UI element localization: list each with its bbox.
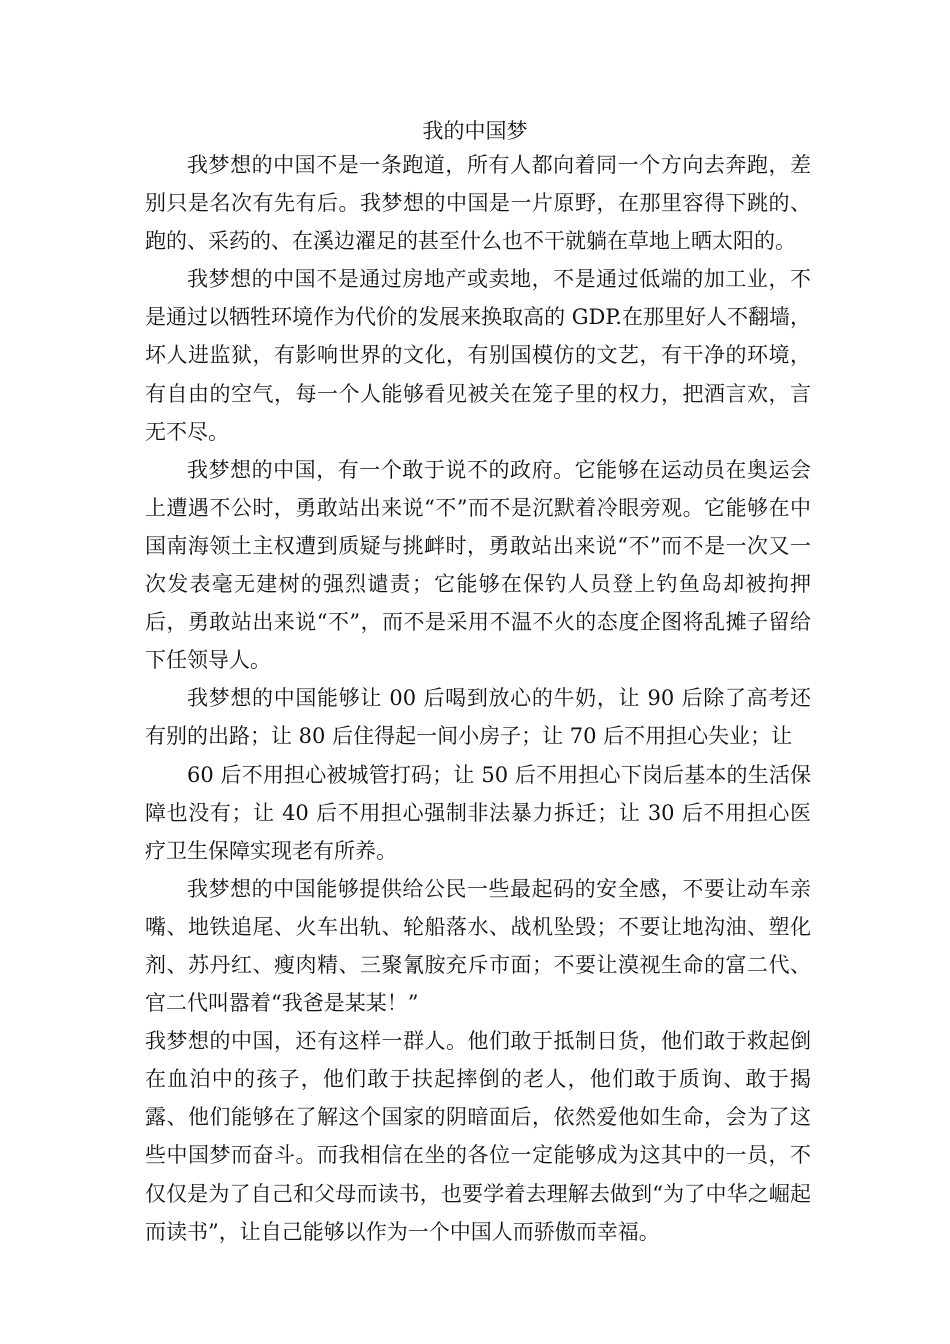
paragraph-5: 60 后不用担心被城管打码；让 50 后不用担心下岗后基本的生活保障也没有；让 40 后不用担心强制非法暴力拆迁；让 30 后不用担心医疗卫生保障实现老有所养。	[145, 762, 811, 863]
paragraph-6: 我梦想的中国能够提供给公民一些最起码的安全感，不要让动车亲嘴、地铁追尾、火车出轨、轮船落水、战机坠毁；不要让地沟油、塑化剂、苏丹红、瘦肉精、三聚氰胺充斥市面；不要让漠视生命的富二代、官二代叫嚣着“我爸是某某！”	[145, 876, 811, 1016]
paragraph-7: 我梦想的中国，还有这样一群人。他们敢于抵制日货，他们敢于救起倒在血泊中的孩子，他们敢于扶起摔倒的老人，他们敢于质询、敢于揭露、他们能够在了解这个国家的阴暗面后，依然爱他如生命，会为了这些中国梦而奋斗。而我相信在坐的各位一定能够成为这其中的一员，不仅仅是为了自己和父母而读书，也要学着去理解去做到“为了中华之崛起而读书”，让自己能够以作为一个中国人而骄傲而幸福。	[145, 1029, 811, 1244]
paragraph-2: 我梦想的中国不是通过房地产或卖地，不是通过低端的加工业，不是通过以牺牲环境作为代价的发展来换取高的 GDP.在那里好人不翻墙，坏人进监狱，有影响世界的文化，有别国模仿的文艺，有干净的环境，有自由的空气，每一个人能够看见被关在笼子里的权力，把酒言欢，言无不尽。	[145, 267, 811, 444]
document-body	[145, 146, 811, 1251]
paragraph-3: 我梦想的中国，有一个敢于说不的政府。它能够在运动员在奥运会上遭遇不公时，勇敢站出来说“不”而不是沉默着冷眼旁观。它能够在中国南海领土主权遭到质疑与挑衅时，勇敢站出来说“不”而不是一次又一次发表毫无建树的强烈谴责；它能够在保钓人员登上钓鱼岛却被拘押后，勇敢站出来说“不”，而不是采用不温不火的态度企图将乱摊子留给下任领导人。	[145, 457, 811, 673]
paragraph-1: 我梦想的中国不是一条跑道，所有人都向着同一个方向去奔跑，差别只是名次有先有后。我梦想的中国是一片原野，在那里容得下跳的、跑的、采药的、在溪边濯足的甚至什么也不干就躺在草地上晒太阳的。	[145, 153, 811, 254]
paragraph-4: 我梦想的中国能够让 00 后喝到放心的牛奶，让 90 后除了高考还有别的出路；让 80 后住得起一间小房子；让 70 后不用担心失业；让	[145, 686, 811, 749]
page-title: 我的中国梦	[422, 119, 528, 143]
